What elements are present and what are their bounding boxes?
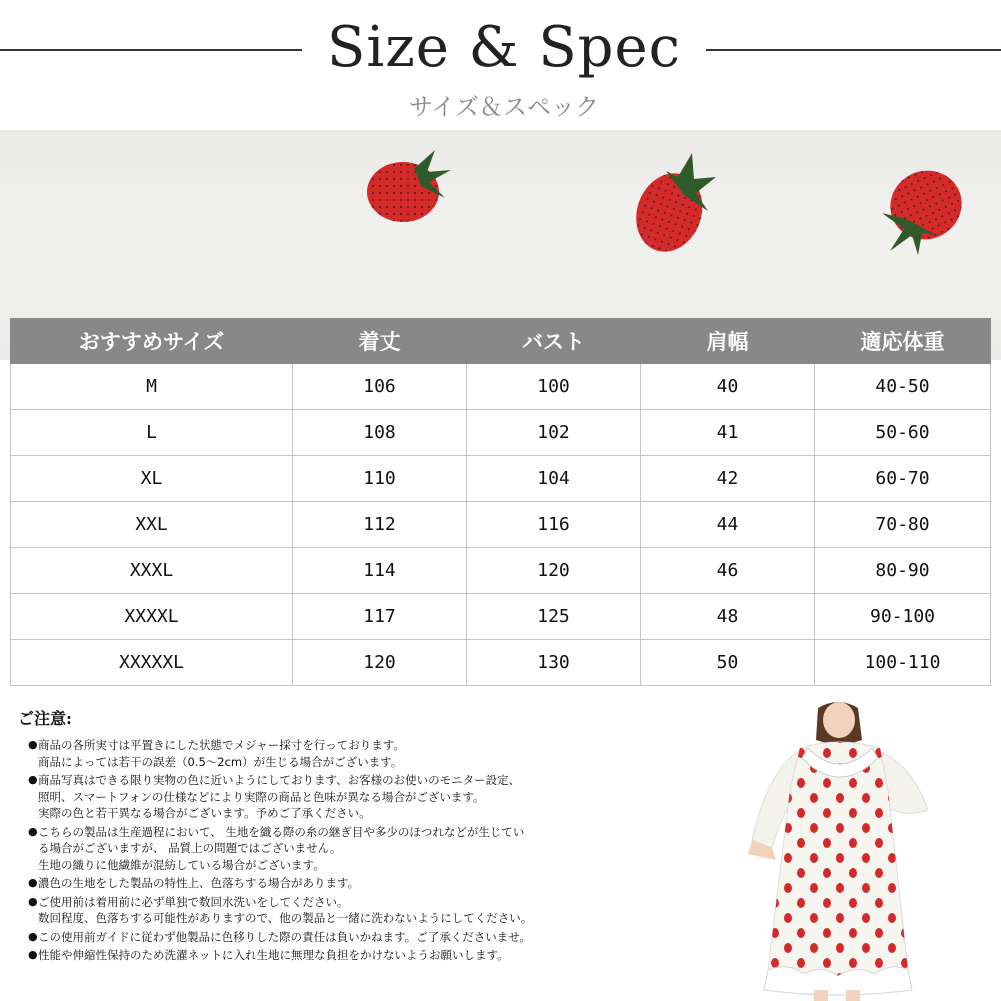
note-line: 生地の織りに他繊維が混紡している場合がございます。 [38, 857, 325, 872]
note-item [14, 772, 734, 822]
cell-bust: 130 [467, 640, 641, 686]
cell-weight: 90-100 [815, 594, 991, 640]
header-bust: バスト [467, 319, 641, 364]
cell-shoulder: 46 [641, 548, 815, 594]
note-line: る場合がございますが、 品質上の問題ではございません。 [38, 841, 342, 855]
note-line: こちらの製品は生産過程において、 生地を織る際の糸の継ぎ目や多少のほつれなどが生じてい [38, 824, 525, 839]
note-line: 商品によっては若干の誤差（0.5～2cm）が生じる場合がございます。 [38, 754, 403, 769]
note-line: 濃色の生地をした製品の特性上、色落ちする場合があります。 [38, 876, 360, 890]
header-recommended-size: おすすめサイズ [11, 319, 293, 364]
cell-shoulder: 41 [641, 410, 815, 456]
size-table-container [10, 318, 990, 686]
nightgown-model-illustration [728, 700, 1001, 1001]
table-row [11, 640, 991, 686]
table-row [11, 456, 991, 502]
size-table [10, 318, 991, 686]
cell-bust: 125 [467, 594, 641, 640]
cell-shoulder: 42 [641, 456, 815, 502]
strawberry-icon [367, 150, 451, 222]
table-row [11, 548, 991, 594]
cell-shoulder: 40 [641, 364, 815, 410]
strawberry-icon [879, 159, 973, 255]
cell-shoulder: 50 [641, 640, 815, 686]
title-divider-left [0, 49, 302, 51]
header-length: 着丈 [293, 319, 467, 364]
header-shoulder-width: 肩幅 [641, 319, 815, 364]
note-line: この使用前ガイドに従わず他製品に色移りした際の責任は負いかねます。ご了承くださいませ。 [38, 929, 531, 944]
model-photo [728, 700, 1001, 1001]
note-item [14, 947, 734, 964]
cell-weight: 80-90 [815, 548, 991, 594]
cell-size: XL [11, 456, 293, 502]
cell-bust: 116 [467, 502, 641, 548]
cell-size: XXXXXL [11, 640, 293, 686]
page-subtitle: サイズ＆スペック [408, 93, 600, 121]
cell-bust: 120 [467, 548, 641, 594]
header-weight: 適応体重 [815, 319, 991, 364]
cell-size: XXL [11, 502, 293, 548]
cell-length: 120 [293, 640, 467, 686]
note-line: 数回程度、色落ちする可能性がありますので、他の製品と一緒に洗わないようにしてください。 [38, 911, 533, 925]
table-row [11, 594, 991, 640]
note-item [14, 875, 734, 892]
table-row [11, 502, 991, 548]
cell-bust: 104 [467, 456, 641, 502]
bullet-icon: ● [28, 948, 38, 961]
cell-weight: 100-110 [815, 640, 991, 686]
note-line: 商品写真はできる限り実物の色に近いようにしております、お客様のお使いのモニター設定、 [38, 773, 521, 787]
cell-weight: 40-50 [815, 364, 991, 410]
cell-length: 108 [293, 410, 467, 456]
bullet-icon: ● [28, 876, 38, 889]
note-line: 実際の色と若干異なる場合がございます。予めご了承ください。 [38, 806, 371, 820]
cell-size: XXXXL [11, 594, 293, 640]
bullet-icon: ● [28, 894, 38, 908]
strawberry-icon [626, 153, 716, 261]
cell-weight: 50-60 [815, 410, 991, 456]
note-item [14, 929, 734, 946]
cell-length: 106 [293, 364, 467, 410]
note-line: 性能や伸縮性保持のため洗濯ネットに入れ生地に無理な負担をかけないようお願いします。 [38, 948, 509, 962]
cell-shoulder: 48 [641, 594, 815, 640]
cell-size: L [11, 410, 293, 456]
note-line: ご使用前は着用前に必ず単独で数回水洗いをしてください。 [38, 894, 349, 909]
cell-length: 114 [293, 548, 467, 594]
cell-bust: 100 [467, 364, 641, 410]
cell-weight: 70-80 [815, 502, 991, 548]
bullet-icon: ● [28, 738, 38, 751]
notes-title: ご注意: [18, 709, 72, 728]
cell-length: 117 [293, 594, 467, 640]
note-item [14, 894, 734, 927]
title-divider-right [706, 49, 1001, 51]
table-row [11, 410, 991, 456]
table-row [11, 364, 991, 410]
cell-weight: 60-70 [815, 456, 991, 502]
notes-section [14, 700, 734, 966]
cell-shoulder: 44 [641, 502, 815, 548]
bullet-icon: ● [28, 773, 38, 786]
cell-bust: 102 [467, 410, 641, 456]
cell-size: XXXL [11, 548, 293, 594]
note-item [14, 824, 734, 874]
cell-length: 110 [293, 456, 467, 502]
page-title: Size & Spec [326, 15, 682, 80]
note-item [14, 737, 734, 770]
cell-length: 112 [293, 502, 467, 548]
bullet-icon: ● [28, 824, 38, 838]
note-line: 商品の各所実寸は平置きにした状態でメジャー採寸を行っております。 [38, 738, 405, 752]
header [0, 0, 1001, 130]
table-header-row [11, 319, 991, 364]
note-line: 照明、スマートフォンの仕様などにより実際の商品と色味が異なる場合がございます。 [38, 789, 485, 804]
cell-size: M [11, 364, 293, 410]
bullet-icon: ● [28, 929, 38, 943]
